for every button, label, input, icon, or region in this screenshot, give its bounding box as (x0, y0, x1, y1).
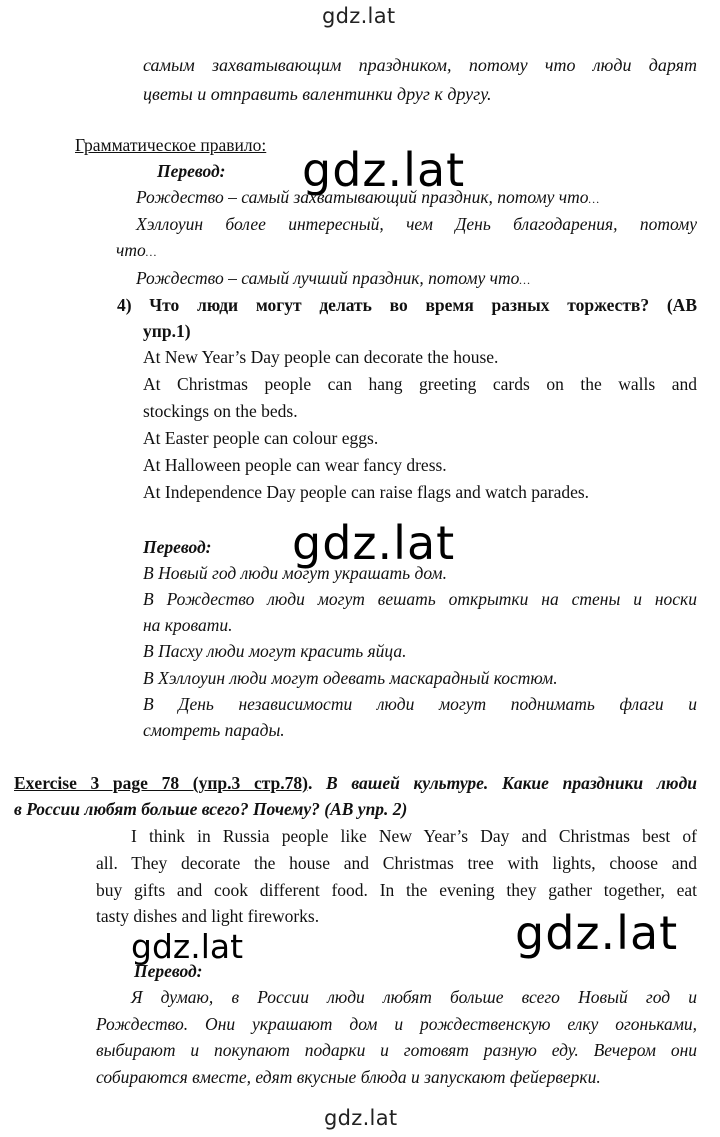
watermark-small-left: gdz.lat (131, 927, 244, 966)
q4-ru-1: В Новый год люди могут украшать дом. (143, 563, 447, 583)
q4-ru-5b: смотреть парады. (143, 720, 285, 740)
ex3-ru-4: собираются вместе, едят вкусные блюда и запускают фейерверки. (96, 1067, 601, 1087)
grammar-translation-label: Перевод: (157, 161, 226, 181)
ex3-ru-3: выбирают и покупают подарки и готовят разную еду. Вечером они (96, 1040, 697, 1060)
q4-translation-label: Перевод: (143, 537, 212, 557)
grammar-line-3-ellipsis: … (145, 245, 157, 259)
watermark-big-2: gdz.lat (292, 516, 456, 570)
grammar-line-3 (116, 240, 156, 261)
grammar-heading: Грамматическое правило: (75, 135, 267, 155)
ex3-heading-dot: . (307, 773, 313, 793)
grammar-line-4-text: Рождество – самый лучший праздник, потому что (136, 268, 520, 288)
q4-en-1: At New Year’s Day people can decorate the house. (143, 347, 499, 367)
ex3-ru-1: Я думаю, в России люди любят больше всего Новый год и (131, 987, 697, 1007)
grammar-line-1-ellipsis: … (588, 192, 600, 206)
grammar-line-2: Хэллоуин более интересный, чем День благодарения, потому (136, 214, 697, 234)
grammar-line-1 (136, 187, 599, 208)
grammar-line-4-ellipsis: … (519, 273, 531, 287)
watermark-bottom: gdz.lat (324, 1106, 398, 1130)
watermark-top: gdz.lat (322, 4, 396, 28)
ex3-en-4: tasty dishes and light fireworks. (96, 906, 320, 926)
ex3-en-1: I think in Russia people like New Year’s Day and Christmas best of (131, 826, 697, 846)
ex3-ru-2: Рождество. Они украшают дом и рождественскую елку огоньками, (96, 1014, 697, 1034)
q4-ru-5a: В День независимости люди могут поднимать флаги и (143, 694, 697, 714)
q4-en-4: At Halloween people can wear fancy dress. (143, 455, 447, 475)
q4-en-3: At Easter people can colour eggs. (143, 428, 379, 448)
grammar-line-1-text: Рождество – самый захватывающий праздник, потому что (136, 187, 589, 207)
q4-en-5: At Independence Day people can raise flags and watch parades. (143, 482, 590, 502)
watermark-big-1: gdz.lat (302, 143, 466, 197)
watermark-big-3: gdz.lat (515, 906, 679, 960)
q4-title-line-1: 4) Что люди могут делать во время разных торжеств? (AB (117, 295, 697, 315)
q4-ru-3: В Пасху люди могут красить яйца. (143, 641, 407, 661)
grammar-line-4 (136, 268, 530, 289)
ex3-task-line-2: в России любят больше всего? Почему? (AB упр. 2) (14, 799, 408, 819)
ex3-translation-label: Перевод: (134, 961, 203, 981)
intro-line-1: самым захватывающим праздником, потому что люди дарят (143, 55, 697, 75)
ex3-en-2: all. They decorate the house and Christmas tree with lights, choose and (96, 853, 697, 873)
intro-line-2: цветы и отправить валентинки друг к другу. (143, 84, 492, 104)
grammar-line-3-text: что (116, 240, 146, 260)
q4-ru-2b: на кровати. (143, 615, 233, 635)
q4-ru-2a: В Рождество люди могут вешать открытки на стены и носки (143, 589, 697, 609)
ex3-task-line-1: В вашей культуре. Какие праздники люди (326, 773, 697, 793)
q4-en-2b: stockings on the beds. (143, 401, 298, 421)
q4-ru-4: В Хэллоуин люди могут одевать маскарадный костюм. (143, 668, 558, 688)
ex3-heading: Exercise 3 page 78 (упр.3 стр.78) (14, 773, 308, 793)
q4-title-line-2: упр.1) (143, 321, 191, 341)
ex3-en-3: buy gifts and cook different food. In the evening they gather together, eat (96, 880, 697, 900)
ex3-heading-line-1 (14, 773, 697, 794)
q4-en-2a: At Christmas people can hang greeting cards on the walls and (143, 374, 697, 394)
